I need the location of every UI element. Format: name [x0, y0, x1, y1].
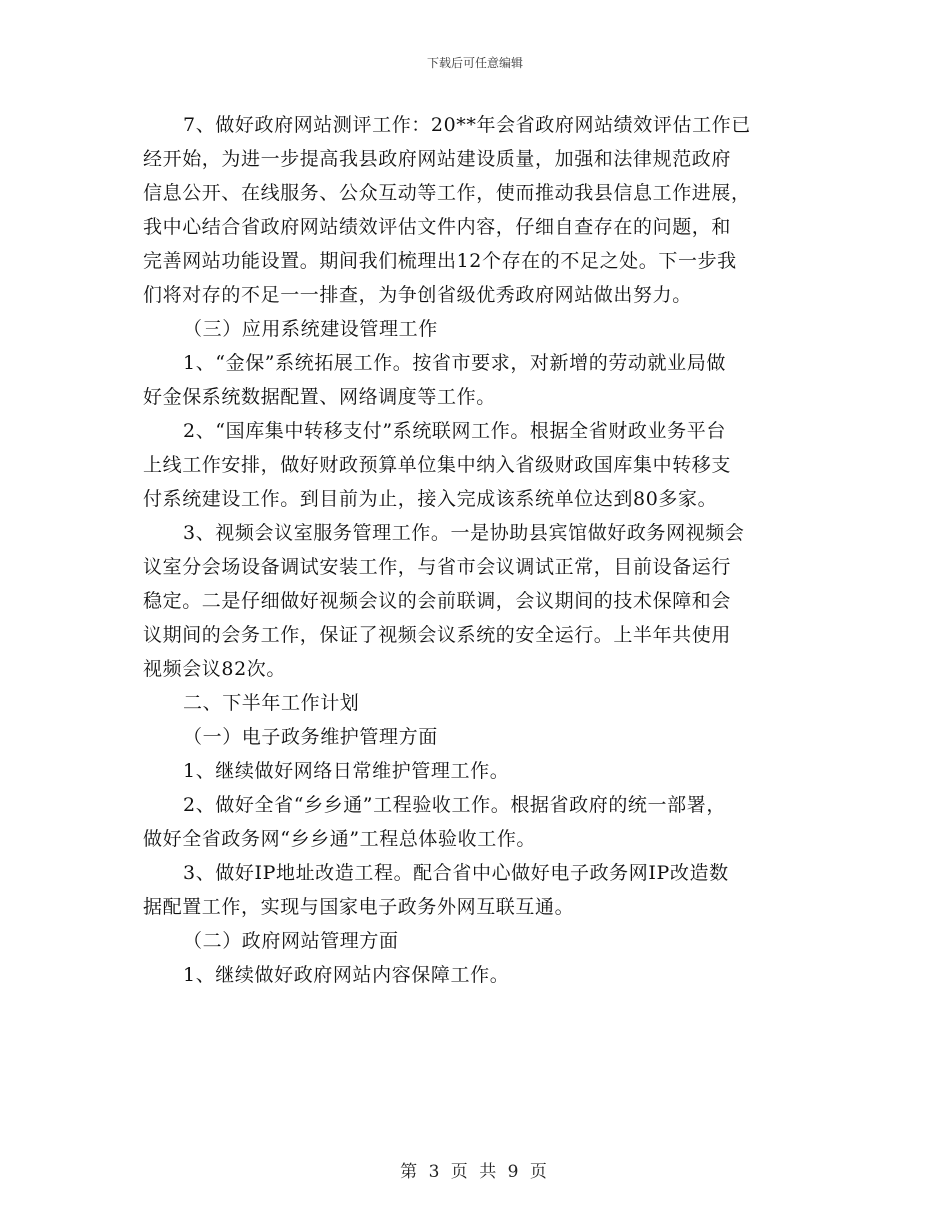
paragraph-line: 做好全省政务网“乡乡通”工程总体验收工作。: [143, 828, 537, 850]
document-body: [143, 108, 813, 992]
paragraph-line: 付系统建设工作。到目前为止，接入完成该系统单位达到80多家。: [143, 488, 718, 510]
paragraph: [143, 754, 813, 788]
paragraph-line: 7、做好政府网站测评工作：20**年会省政府网站绩效评估工作已: [183, 114, 751, 136]
page-header-note: 下载后可任意编辑: [426, 56, 523, 70]
paragraph-line: 据配置工作，实现与国家电子政务外网互联互通。: [143, 896, 575, 918]
paragraph-line: 议室分会场设备调试安装工作，与省市会议调试正常，目前设备运行: [143, 556, 732, 578]
paragraph-line: 二、下半年工作计划: [183, 692, 360, 714]
paragraph-line: 3、视频会议室服务管理工作。一是协助县宾馆做好政务网视频会: [183, 522, 745, 544]
paragraph: [143, 108, 813, 312]
paragraph-line: （一）电子政务维护管理方面: [183, 726, 438, 748]
paragraph: [143, 686, 813, 720]
paragraph-line: 稳定。二是仔细做好视频会议的会前联调，会议期间的技术保障和会: [143, 590, 732, 612]
paragraph: [143, 516, 813, 686]
paragraph-line: 3、做好IP地址改造工程。配合省中心做好电子政务网IP改造数: [183, 862, 729, 884]
paragraph-line: 上线工作安排，做好财政预算单位集中纳入省级财政国库集中转移支: [143, 454, 732, 476]
paragraph: [143, 924, 813, 958]
paragraph: [143, 414, 813, 516]
paragraph-line: 议期间的会务工作，保证了视频会议系统的安全运行。上半年共使用: [143, 624, 732, 646]
paragraph: [143, 312, 813, 346]
paragraph-line: 1、继续做好政府网站内容保障工作。: [183, 964, 510, 986]
paragraph: [143, 346, 813, 414]
paragraph: [143, 720, 813, 754]
paragraph-line: 1、继续做好网络日常维护管理工作。: [183, 760, 510, 782]
paragraph-line: 1、“金保”系统拓展工作。按省市要求，对新增的劳动就业局做: [183, 352, 726, 374]
paragraph-line: （三）应用系统建设管理工作: [183, 318, 438, 340]
page-number: 第 3 页 共 9 页: [400, 1162, 550, 1182]
paragraph-line: 好金保系统数据配置、网络调度等工作。: [143, 386, 496, 408]
paragraph-line: 我中心结合省政府网站绩效评估文件内容，仔细自查存在的问题，和: [143, 216, 732, 238]
paragraph-line: 信息公开、在线服务、公众互动等工作，使而推动我县信息工作进展，: [143, 182, 751, 204]
paragraph: [143, 788, 813, 856]
paragraph-line: 2、做好全省“乡乡通”工程验收工作。根据省政府的统一部署，: [183, 794, 726, 816]
paragraph-line: 完善网站功能设置。期间我们梳理出12个存在的不足之处。下一步我: [143, 250, 737, 272]
paragraph: [143, 958, 813, 992]
paragraph-line: （二）政府网站管理方面: [183, 930, 399, 952]
paragraph-line: 们将对存的不足一一排查，为争创省级优秀政府网站做出努力。: [143, 284, 692, 306]
paragraph-line: 经开始，为进一步提高我县政府网站建设质量，加强和法律规范政府: [143, 148, 732, 170]
paragraph: [143, 856, 813, 924]
paragraph-line: 视频会议82次。: [143, 658, 286, 680]
paragraph-line: 2、“国库集中转移支付”系统联网工作。根据全省财政业务平台: [183, 420, 726, 442]
